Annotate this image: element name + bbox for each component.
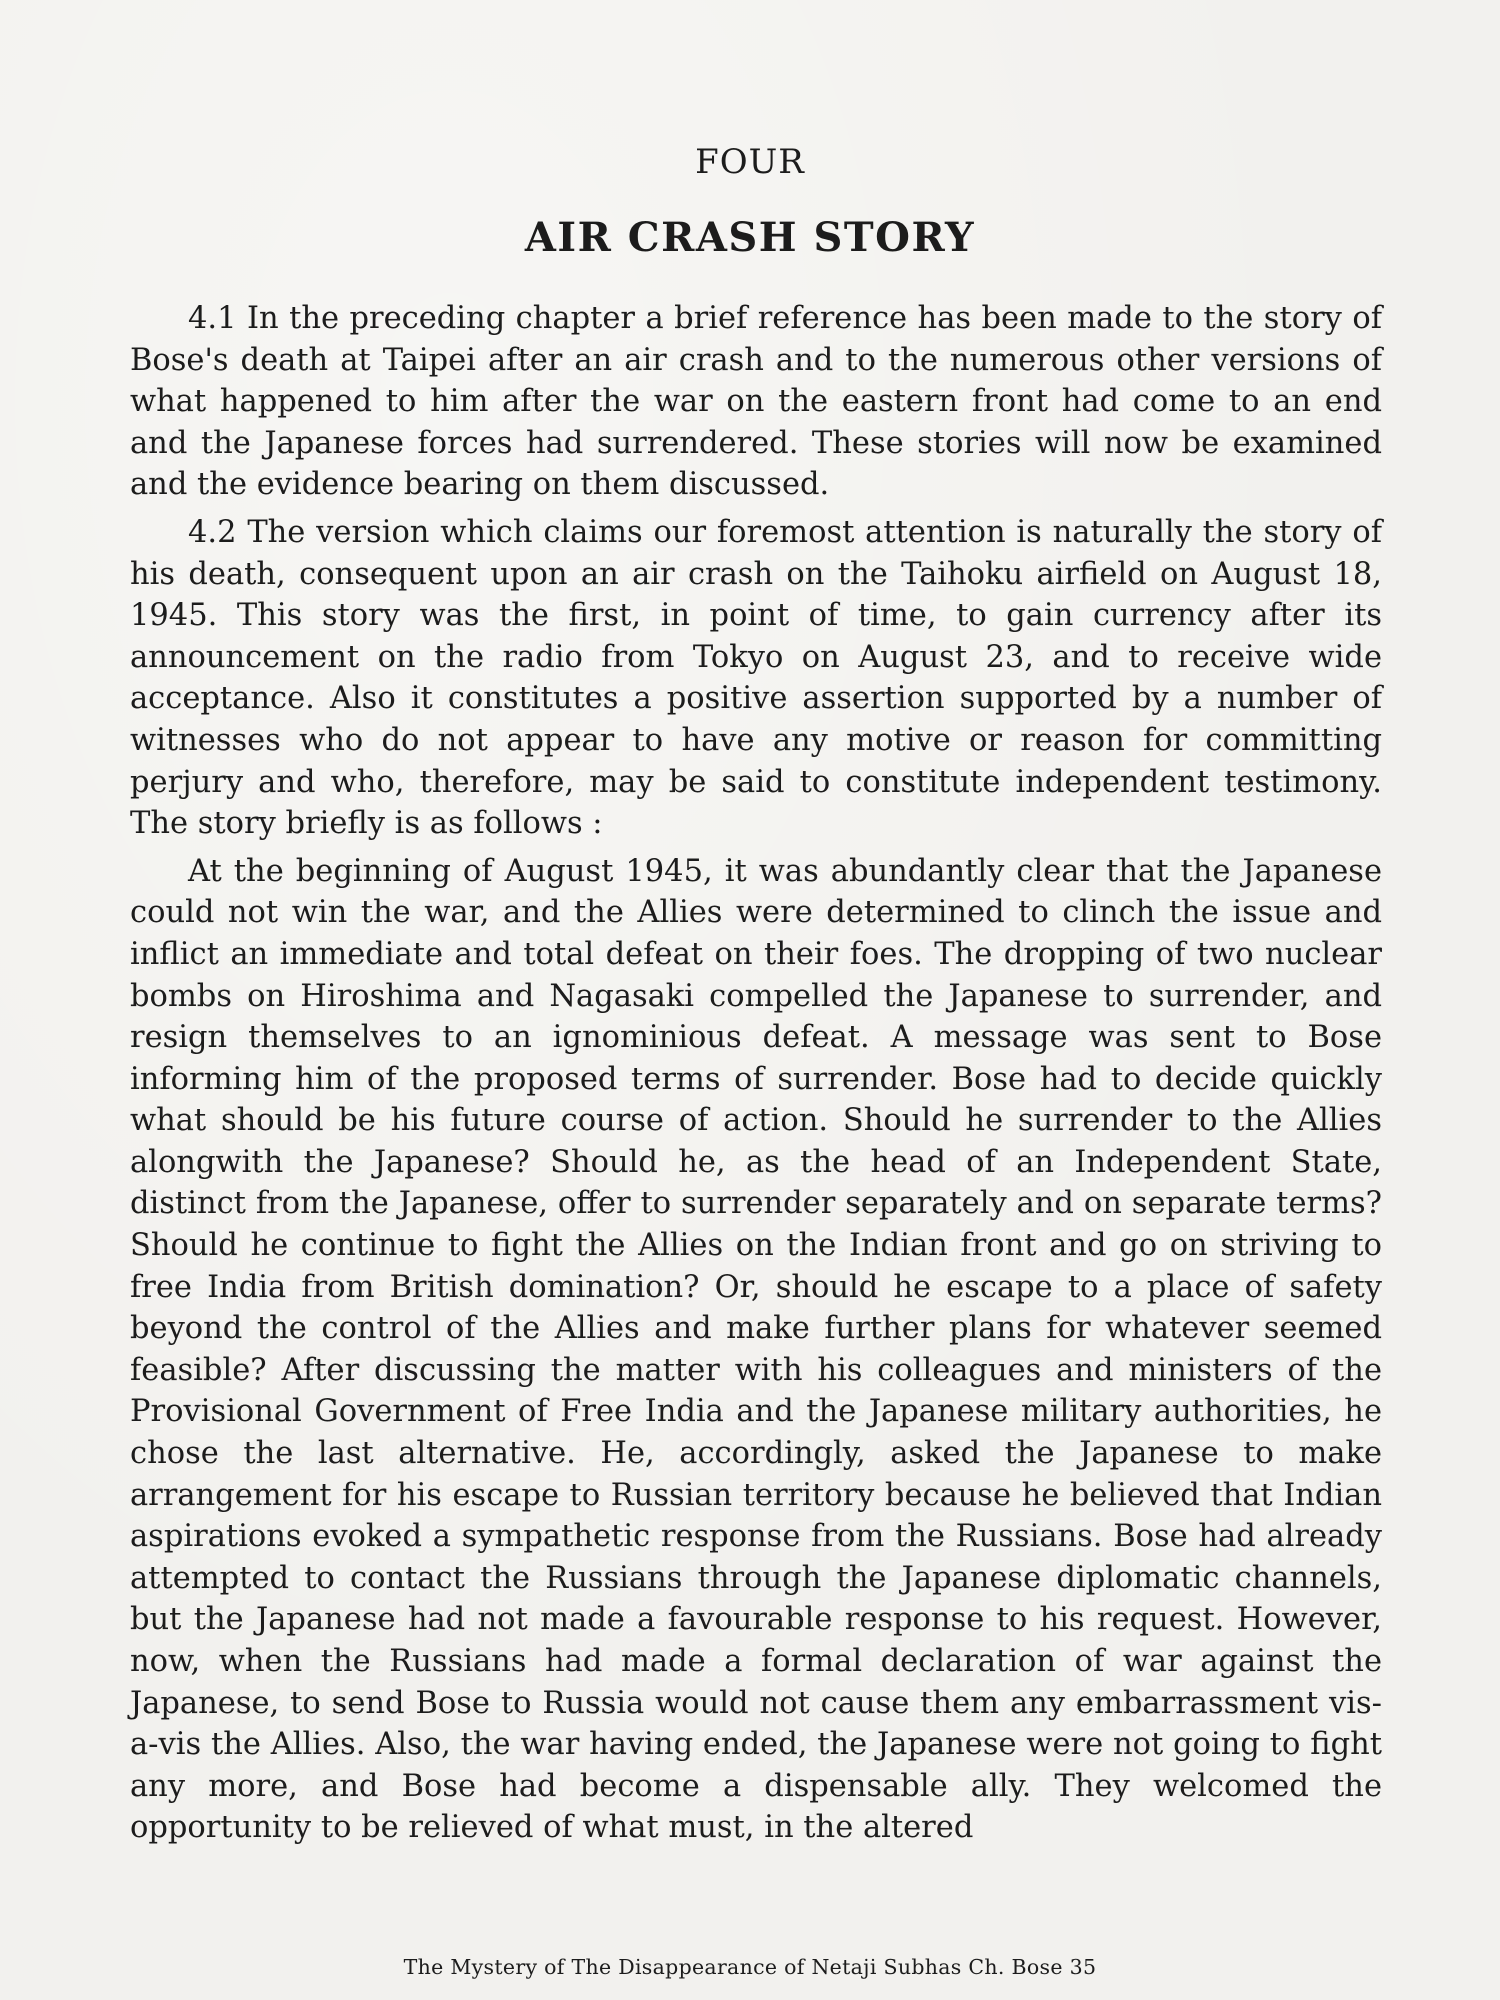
- paragraph-story: At the beginning of August 1945, it was abundantly clear that the Japanese could not win the war, and the Allies were determined to clinch the issue and inflict an immediate and total defeat on their foes. The dropping of two nuclear bombs on Hiroshima and Nagasaki compelled the Japanese to surrender, and resign themselves to an ignominious defeat. A message was sent to Bose informing him of the proposed terms of surrender. Bose had to decide quickly what should be his future course of action. Should he surrender to the Allies alongwith the Japanese? Should he, as the head of an Independent State, distinct from the Japanese, offer to surrender separately and on separate terms? Should he continue to fight the Allies on the Indian front and go on striving to free India from British domination? Or, should he escape to a place of safety beyond the control of the Allies and make further plans for whatever seemed feasible? After discussing the matter with his colleagues and ministers of the Provisional Government of Free India and the Japanese military authorities, he chose the last alternative. He, accordingly, asked the Japanese to make arrangement for his escape to Russian territory because he believed that Indian aspirations evoked a sympathetic response from the Russians. Bose had already attempted to contact the Russians through the Japanese diplomatic channels, but the Japanese had not made a favourable response to his request. However, now, when the Russians had made a formal declaration of war against the Japanese, to send Bose to Russia would not cause them any embarrassment vis-a-vis the Allies. Also, the war having ended, the Japanese were not going to fight any more, and Bose had become a dispensable ally. They welcomed the opportunity to be relieved of what must, in the altered: [130, 853, 1382, 1846]
- page-footer: The Mystery of The Disappearance of Netaji Subhas Ch. Bose 35: [403, 1955, 1097, 1979]
- chapter-number: FOUR: [695, 142, 805, 182]
- chapter-body: [130, 298, 1382, 1855]
- chapter-title: AIR CRASH STORY: [524, 214, 976, 261]
- paragraph-4-1: 4.1 In the preceding chapter a brief reference has been made to the story of Bose's death at Taipei after an air crash and to the numerous other versions of what happened to him after the war on the eastern front had come to an end and the Japanese forces had surrendered. These stories will now be examined and the evidence bearing on them discussed.: [130, 301, 1382, 503]
- paragraph-4-2: 4.2 The version which claims our foremost attention is naturally the story of his death, consequent upon an air crash on the Taihoku airfield on August 18, 1945. This story was the first, in point of time, to gain currency after its announcement on the radio from Tokyo on August 23, and to receive wide acceptance. Also it constitutes a positive assertion supported by a number of witnesses who do not appear to have any motive or reason for committing perjury and who, therefore, may be said to constitute independent testimony. The story briefly is as follows :: [130, 514, 1382, 842]
